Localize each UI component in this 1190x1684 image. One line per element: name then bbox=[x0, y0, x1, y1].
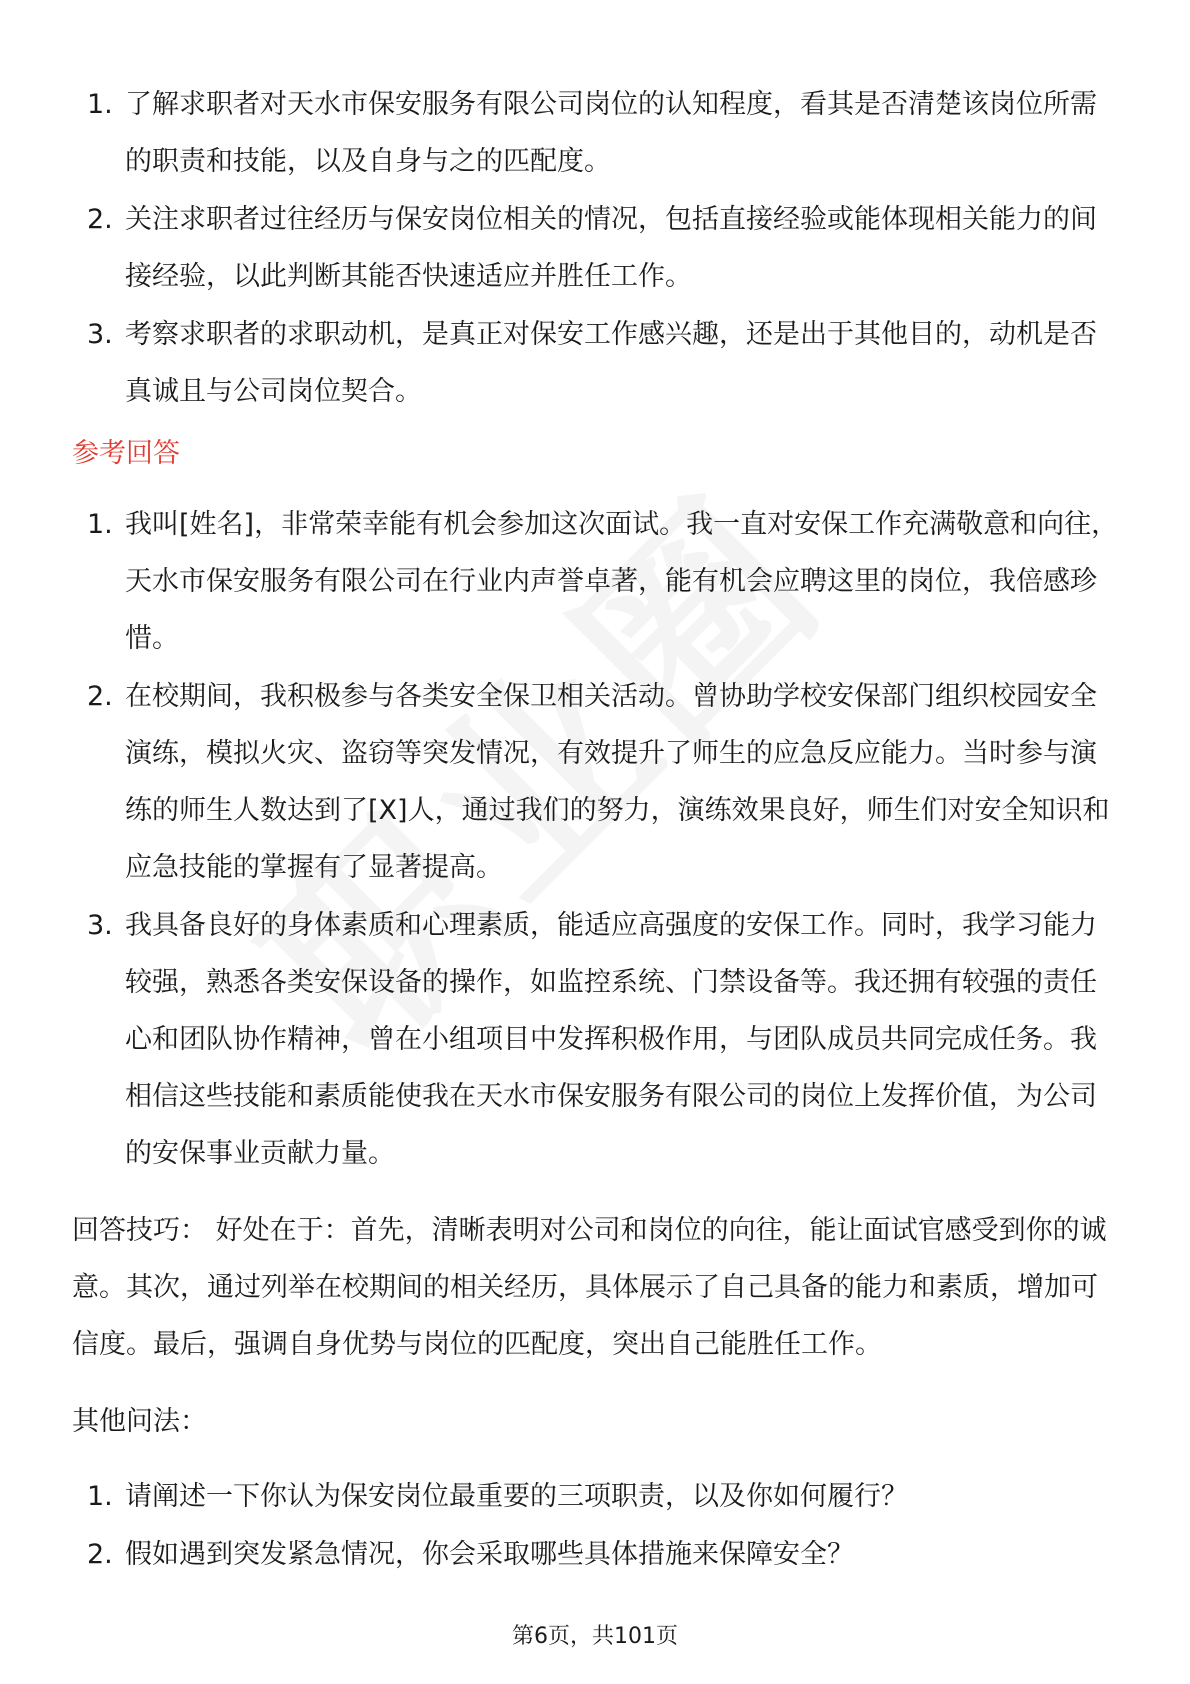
page-number-footer: 第6页，共101页 bbox=[512, 1624, 678, 1649]
answer-tips-paragraph: 回答技巧： 好处在于：首先，清晰表明对公司和岗位的向往，能让面试官感受到你的诚意。其次，通过列举在校期间的相关经历，具体展示了自己具备的能力和素质，增加可信度。最后，强调自身优势与岗位的匹配度，突出自己能胜任工作。 bbox=[72, 1215, 1107, 1360]
list-item bbox=[72, 76, 1122, 190]
list-text: 我具备良好的身体素质和心理素质，能适应高强度的安保工作。同时，我学习能力较强，熟悉各类安保设备的操作，如监控系统、门禁设备等。我还拥有较强的责任心和团队协作精神，曾在小组项目中发挥积极作用，与团队成员共同完成任务。我相信这些技能和素质能使我在天水市保安服务有限公司的岗位上发挥价值，为公司的安保事业贡献力量。 bbox=[125, 910, 1097, 1169]
list-text: 我叫[姓名]，非常荣幸能有机会参加这次面试。我一直对安保工作充满敬意和向往，天水市保安服务有限公司在行业内声誉卓著，能有机会应聘这里的岗位，我倍感珍惜。 bbox=[125, 509, 1119, 654]
list-text: 了解求职者对天水市保安服务有限公司岗位的认知程度，看其是否清楚该岗位所需的职责和技能，以及自身与之的匹配度。 bbox=[125, 89, 1097, 177]
other-questions-list bbox=[72, 1468, 1122, 1583]
page-content bbox=[72, 76, 1122, 1584]
list-number: 2. bbox=[87, 681, 113, 712]
list-number: 3. bbox=[87, 319, 113, 350]
list-number: 1. bbox=[87, 1481, 113, 1512]
list-item bbox=[72, 1526, 1122, 1583]
list-item bbox=[72, 1468, 1122, 1525]
other-questions-heading: 其他问法： bbox=[72, 1406, 207, 1437]
list-text: 假如遇到突发紧急情况，你会采取哪些具体措施来保障安全？ bbox=[125, 1539, 854, 1570]
list-number: 2. bbox=[87, 204, 113, 235]
list-text: 请阐述一下你认为保安岗位最重要的三项职责，以及你如何履行？ bbox=[125, 1481, 908, 1512]
list-item bbox=[72, 897, 1122, 1182]
list-item bbox=[72, 496, 1122, 667]
list-item bbox=[72, 191, 1122, 305]
list-item bbox=[72, 306, 1122, 420]
list-number: 1. bbox=[87, 89, 113, 120]
list-number: 2. bbox=[87, 1539, 113, 1570]
list-text: 在校期间，我积极参与各类安全保卫相关活动。曾协助学校安保部门组织校园安全演练，模拟火灾、盗窃等突发情况，有效提升了师生的应急反应能力。当时参与演练的师生人数达到了[X]人，通过我们的努力，演练效果良好，师生们对安全知识和应急技能的掌握有了显著提高。 bbox=[125, 681, 1110, 883]
list-number: 1. bbox=[87, 509, 113, 540]
list-text: 考察求职者的求职动机，是真正对保安工作感兴趣，还是出于其他目的，动机是否真诚且与公司岗位契合。 bbox=[125, 319, 1097, 407]
list-text: 关注求职者过往经历与保安岗位相关的情况，包括直接经验或能体现相关能力的间接经验，以此判断其能否快速适应并胜任工作。 bbox=[125, 204, 1097, 292]
criteria-list bbox=[72, 76, 1122, 420]
reference-answer-heading: 参考回答 bbox=[72, 438, 180, 469]
list-item bbox=[72, 668, 1122, 896]
list-number: 3. bbox=[87, 910, 113, 941]
answer-list bbox=[72, 496, 1122, 1182]
